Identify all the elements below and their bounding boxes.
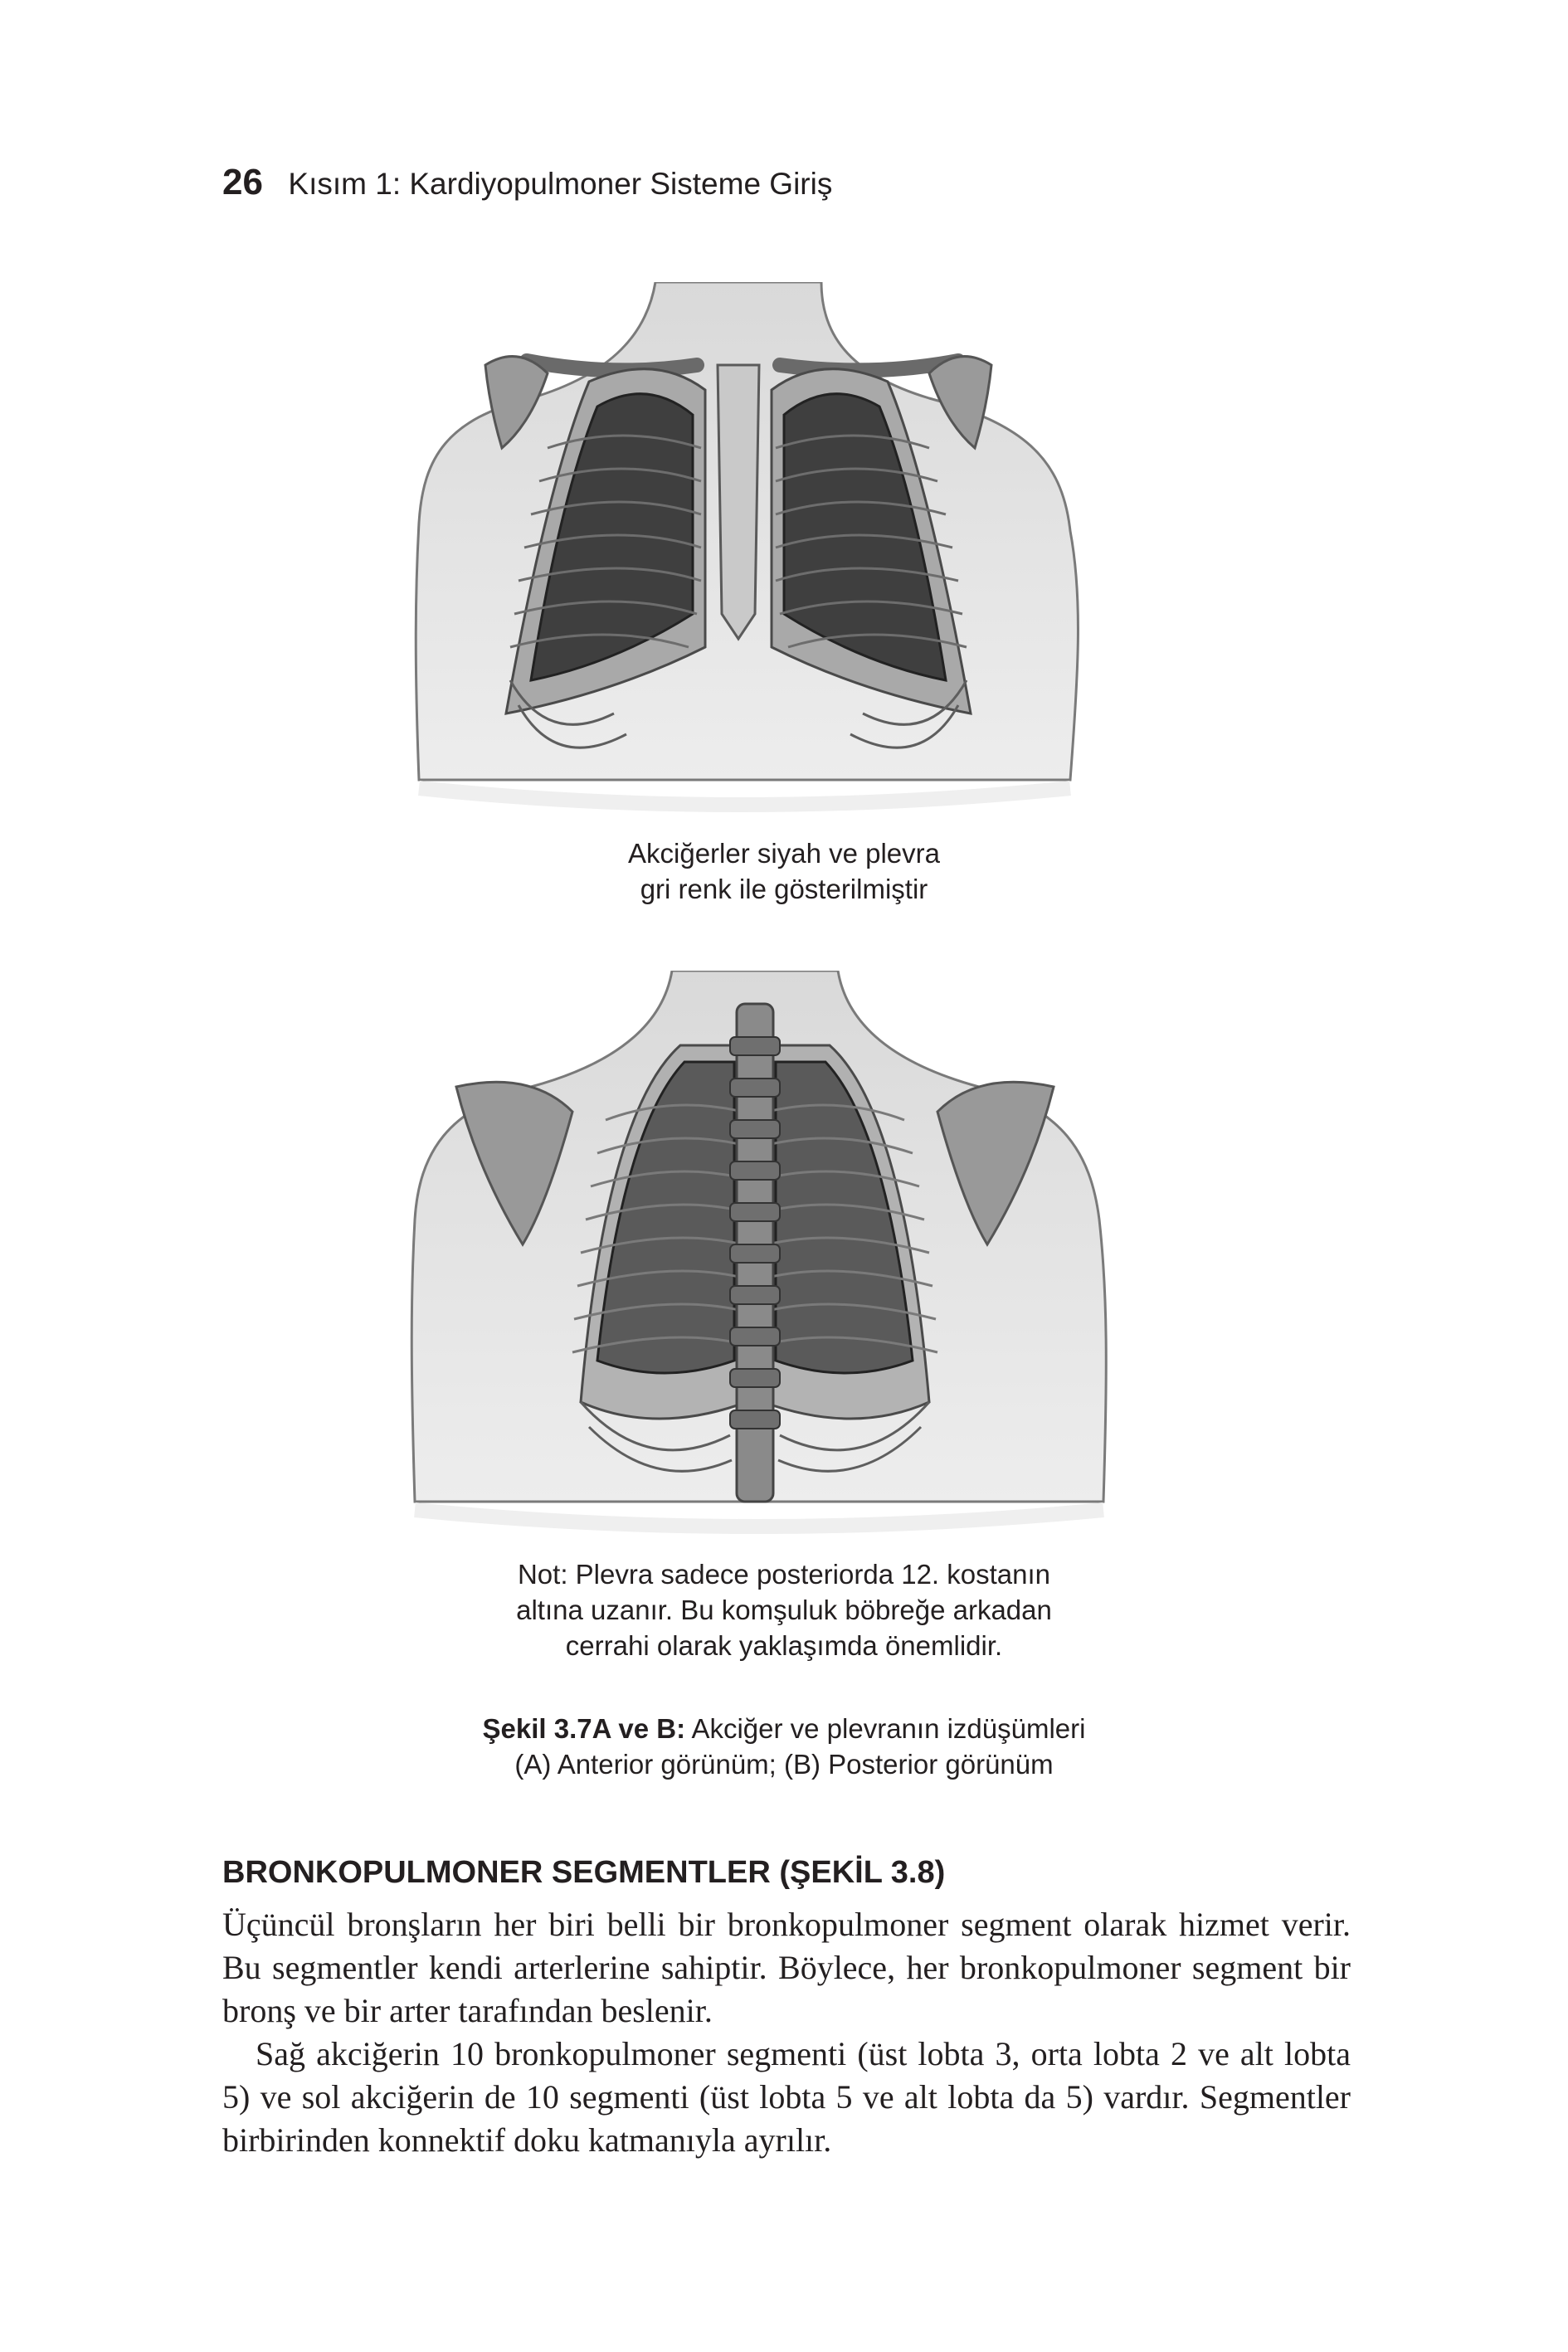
figure-title: Akciğer ve plevranın izdüşümleri [685,1713,1086,1744]
caption-line: altına uzanır. Bu komşuluk böbreğe arkadan [516,1595,1052,1625]
posterior-lung-illustration [332,971,1178,1543]
figure-caption-line-2: (A) Anterior görünüm; (B) Posterior görünüm [514,1749,1054,1780]
figure-caption [0,1711,1568,1782]
caption-line: Akciğerler siyah ve plevra [628,838,940,869]
anterior-view-caption [0,835,1568,907]
running-title: Kısım 1: Kardiyopulmoner Sisteme Giriş [288,167,833,201]
anterior-lung-illustration [340,282,1137,830]
caption-line: cerrahi olarak yaklaşımda önemlidir. [565,1630,1003,1661]
paragraph: Üçüncül bronşların her biri belli bir bronkopulmoner segment olarak hizmet verir. Bu segmentler kendi arterlerine sahiptir. Böylece, her bronkopulmoner segment bir bronş ve bir arter tarafından beslenir. [222,1906,1351,2029]
section-heading: BRONKOPULMONER SEGMENTLER (ŞEKİL 3.8) [222,1855,946,1890]
caption-line: gri renk ile gösterilmiştir [640,874,928,904]
figure-label: Şekil 3.7A ve B: [482,1713,686,1744]
caption-line: Not: Plevra sadece posteriorda 12. kostanın [517,1559,1051,1590]
body-text [222,1903,1351,2162]
paragraph: Sağ akciğerin 10 bronkopulmoner segmenti (üst lobta 3, orta lobta 2 ve alt lobta 5) ve sol akciğerin de 10 segmenti (üst lobta 5 ve alt lobta da 5) vardır. Segmentler birbirinden konnektif doku katmanıyla ayrılır. [222,2035,1351,2159]
figure-caption-line-1 [0,1711,1568,1746]
posterior-view-caption [0,1556,1568,1663]
page-number: 26 [222,162,263,202]
page-header [222,162,832,203]
